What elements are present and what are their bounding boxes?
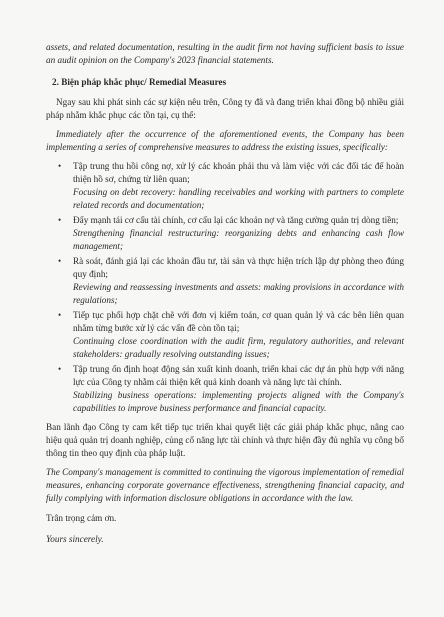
section-heading: 2. Biện pháp khắc phục/ Remedial Measures bbox=[52, 77, 227, 87]
measure-vietnamese: Tập trung ổn định hoạt động sản xuất kinh doanh, triển khai các dự án phù hợp với năng lực của Công ty nhằm cải thiện kết quả kinh doanh và năng lực tài chính. bbox=[73, 364, 404, 387]
closing-english: Yours sincerely. bbox=[46, 534, 104, 544]
measure-item bbox=[58, 309, 404, 361]
commitment-vietnamese: Ban lãnh đạo Công ty cam kết tiếp tục triển khai quyết liệt các giải pháp khắc phục, nâng cao hiệu quả quản trị doanh nghiệp, củng cố năng lực tài chính và thực hiện đầy đủ nghĩa vụ công bố thông tin theo quy định của pháp luật. bbox=[46, 422, 404, 458]
bullet-icon: • bbox=[58, 364, 62, 374]
measure-vietnamese: Đẩy mạnh tái cơ cấu tài chính, cơ cấu lại các khoản nợ và tăng cường quản trị dòng tiền; bbox=[73, 215, 399, 225]
measures-list bbox=[46, 160, 404, 415]
measure-item bbox=[58, 214, 404, 253]
measure-english: Strengthening financial restructuring: reorganizing debts and enhancing cash flow management; bbox=[73, 228, 404, 251]
bullet-icon: • bbox=[58, 161, 62, 171]
bullet-icon: • bbox=[58, 310, 62, 320]
section-intro-english: Immediately after the occurrence of the aforementioned events, the Company has been implementing a series of comprehensive measures to address the existing issues, specifically: bbox=[46, 129, 404, 152]
measure-vietnamese: Tiếp tục phối hợp chặt chẽ với đơn vị kiểm toán, cơ quan quản lý và các bên liên quan nhằm từng bước xử lý các vấn đề còn tồn tại; bbox=[73, 310, 404, 333]
measure-english: Reviewing and reassessing investments and assets: making provisions in accordance with regulations; bbox=[73, 282, 404, 305]
measure-item bbox=[58, 160, 404, 212]
section-intro-vietnamese: Ngay sau khi phát sinh các sự kiện nêu trên, Công ty đã và đang triển khai đồng bộ nhiều giải pháp nhằm khắc phục các tồn tại, cụ thể: bbox=[46, 97, 404, 120]
measure-item bbox=[58, 255, 404, 307]
measure-english: Focusing on debt recovery: handling receivables and working with partners to complete related records and documentation; bbox=[73, 187, 404, 210]
measure-vietnamese: Rà soát, đánh giá lại các khoản đầu tư, tài sản và thực hiện trích lập dự phòng theo đúng quy định; bbox=[73, 256, 404, 279]
bullet-icon: • bbox=[58, 215, 62, 225]
measure-english: Continuing close coordination with the audit firm, regulatory authorities, and relevant stakeholders: gradually resolving outstanding issues; bbox=[73, 336, 404, 359]
commitment-english: The Company's management is committed to continuing the vigorous implementation of remedial measures, enhancing corporate governance effectiveness, strengthening financial capacity, and fully complying with information disclosure obligations in accordance with the law. bbox=[46, 467, 404, 503]
intro-english-tail: assets, and related documentation, resulting in the audit firm not having sufficient basis to issue an audit opinion on the Company's 2023 financial statements. bbox=[46, 42, 404, 65]
bullet-icon: • bbox=[58, 256, 62, 266]
measure-item bbox=[58, 363, 404, 415]
closing-vietnamese: Trân trọng cảm ơn. bbox=[46, 513, 117, 523]
measure-english: Stabilizing business operations: implementing projects aligned with the Company's capabilities to improve business performance and financial capacity. bbox=[73, 390, 404, 413]
measure-vietnamese: Tập trung thu hồi công nợ, xử lý các khoản phải thu và làm việc với các đối tác để hoàn thiện hồ sơ, chứng từ liên quan; bbox=[73, 161, 404, 184]
